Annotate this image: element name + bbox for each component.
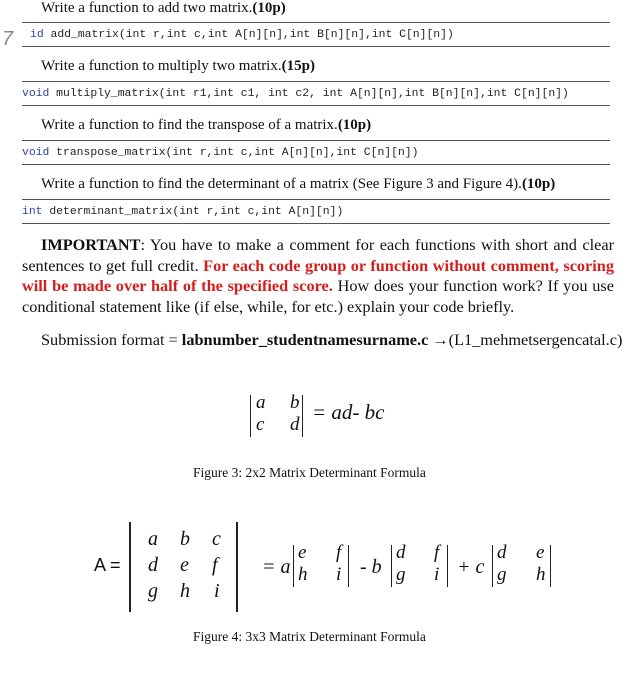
- matrix-cell: g: [148, 580, 158, 602]
- task-1-description: Write a function to add two matrix.(10p): [41, 0, 286, 16]
- matrix-cell: a: [148, 528, 158, 550]
- matrix-cell: f: [434, 542, 440, 563]
- submission-format: Submission format = labnumber_studentnamesurname.c →(L1_mehmetsergencatal.c): [41, 330, 623, 349]
- task-2-signature: void multiply_matrix(int r1,int c1, int c2, int A[n][n],int B[n][n],int C[n][n]): [22, 88, 569, 100]
- task-3-signature: void transpose_matrix(int r,int c,int A[n][n],int C[n][n]): [22, 147, 419, 159]
- matrix-cell: h: [298, 564, 308, 585]
- matrix-cell: f: [212, 554, 218, 576]
- matrix-cell: g: [396, 564, 406, 585]
- cofactor-c: + c: [457, 556, 485, 578]
- determinant-bar: [391, 545, 392, 587]
- task-2-description: Write a function to multiply two matrix.(15p): [41, 58, 315, 74]
- matrix-cell: i: [434, 564, 440, 585]
- determinant-bar: [492, 545, 493, 587]
- divider: [22, 140, 610, 141]
- matrix-cell: e: [180, 554, 189, 576]
- matrix-cell: b: [290, 392, 300, 413]
- determinant-bar: [293, 545, 294, 587]
- task-4-signature: int determinant_matrix(int r,int c,int A[n][n]): [22, 206, 344, 218]
- matrix-cell: c: [256, 414, 265, 435]
- matrix-cell: d: [396, 542, 406, 563]
- determinant-result: = ad- bc: [312, 400, 385, 424]
- divider: [22, 199, 610, 200]
- matrix-cell: i: [214, 580, 220, 602]
- determinant-bar: [236, 522, 238, 612]
- matrix-cell: f: [336, 542, 342, 563]
- matrix-cell: e: [298, 542, 307, 563]
- figure-4-caption: Figure 4: 3x3 Matrix Determinant Formula: [193, 629, 426, 644]
- important-notice: IMPORTANT: You have to make a comment for each functions with short and clear sentences to get full credit. For each code group or function without comment, scoring will be made over half of the specified score. How does your function work? If you use conditional statement like (if else, while, for etc.) explain your code briefly.: [22, 235, 615, 316]
- task-3-description: Write a function to find the transpose of a matrix.(10p): [41, 117, 372, 133]
- matrix-cell: e: [536, 542, 545, 563]
- determinant-bar: [302, 395, 303, 437]
- task-4-description: Write a function to find the determinant of a matrix (See Figure 3 and Figure 4).(10p): [41, 176, 556, 192]
- determinant-bar: [447, 545, 448, 587]
- matrix-cell: h: [536, 564, 546, 585]
- matrix-cell: h: [180, 580, 190, 602]
- divider: [22, 22, 610, 23]
- divider: [22, 105, 610, 106]
- cofactor-a: = a: [262, 556, 291, 578]
- margin-page-number: 7: [2, 28, 14, 50]
- matrix-cell: i: [336, 564, 342, 585]
- matrix-cell: g: [497, 564, 507, 585]
- cofactor-b: - b: [360, 556, 382, 578]
- matrix-cell: b: [180, 528, 190, 550]
- divider: [22, 81, 610, 82]
- divider: [22, 223, 610, 224]
- divider: [22, 164, 610, 165]
- matrix-cell: d: [497, 542, 507, 563]
- determinant-bar: [250, 395, 251, 437]
- matrix-label: A =: [94, 555, 121, 575]
- matrix-cell: d: [290, 414, 300, 435]
- matrix-cell: c: [212, 528, 221, 550]
- divider: [22, 46, 610, 47]
- determinant-bar: [348, 545, 349, 587]
- figure-3-caption: Figure 3: 2x2 Matrix Determinant Formula: [193, 465, 426, 480]
- determinant-bar: [129, 522, 131, 612]
- task-1-signature: id add_matrix(int r,int c,int A[n][n],int B[n][n],int C[n][n]): [30, 29, 454, 41]
- matrix-cell: a: [256, 392, 266, 413]
- determinant-bar: [550, 545, 551, 587]
- matrix-cell: d: [148, 554, 158, 576]
